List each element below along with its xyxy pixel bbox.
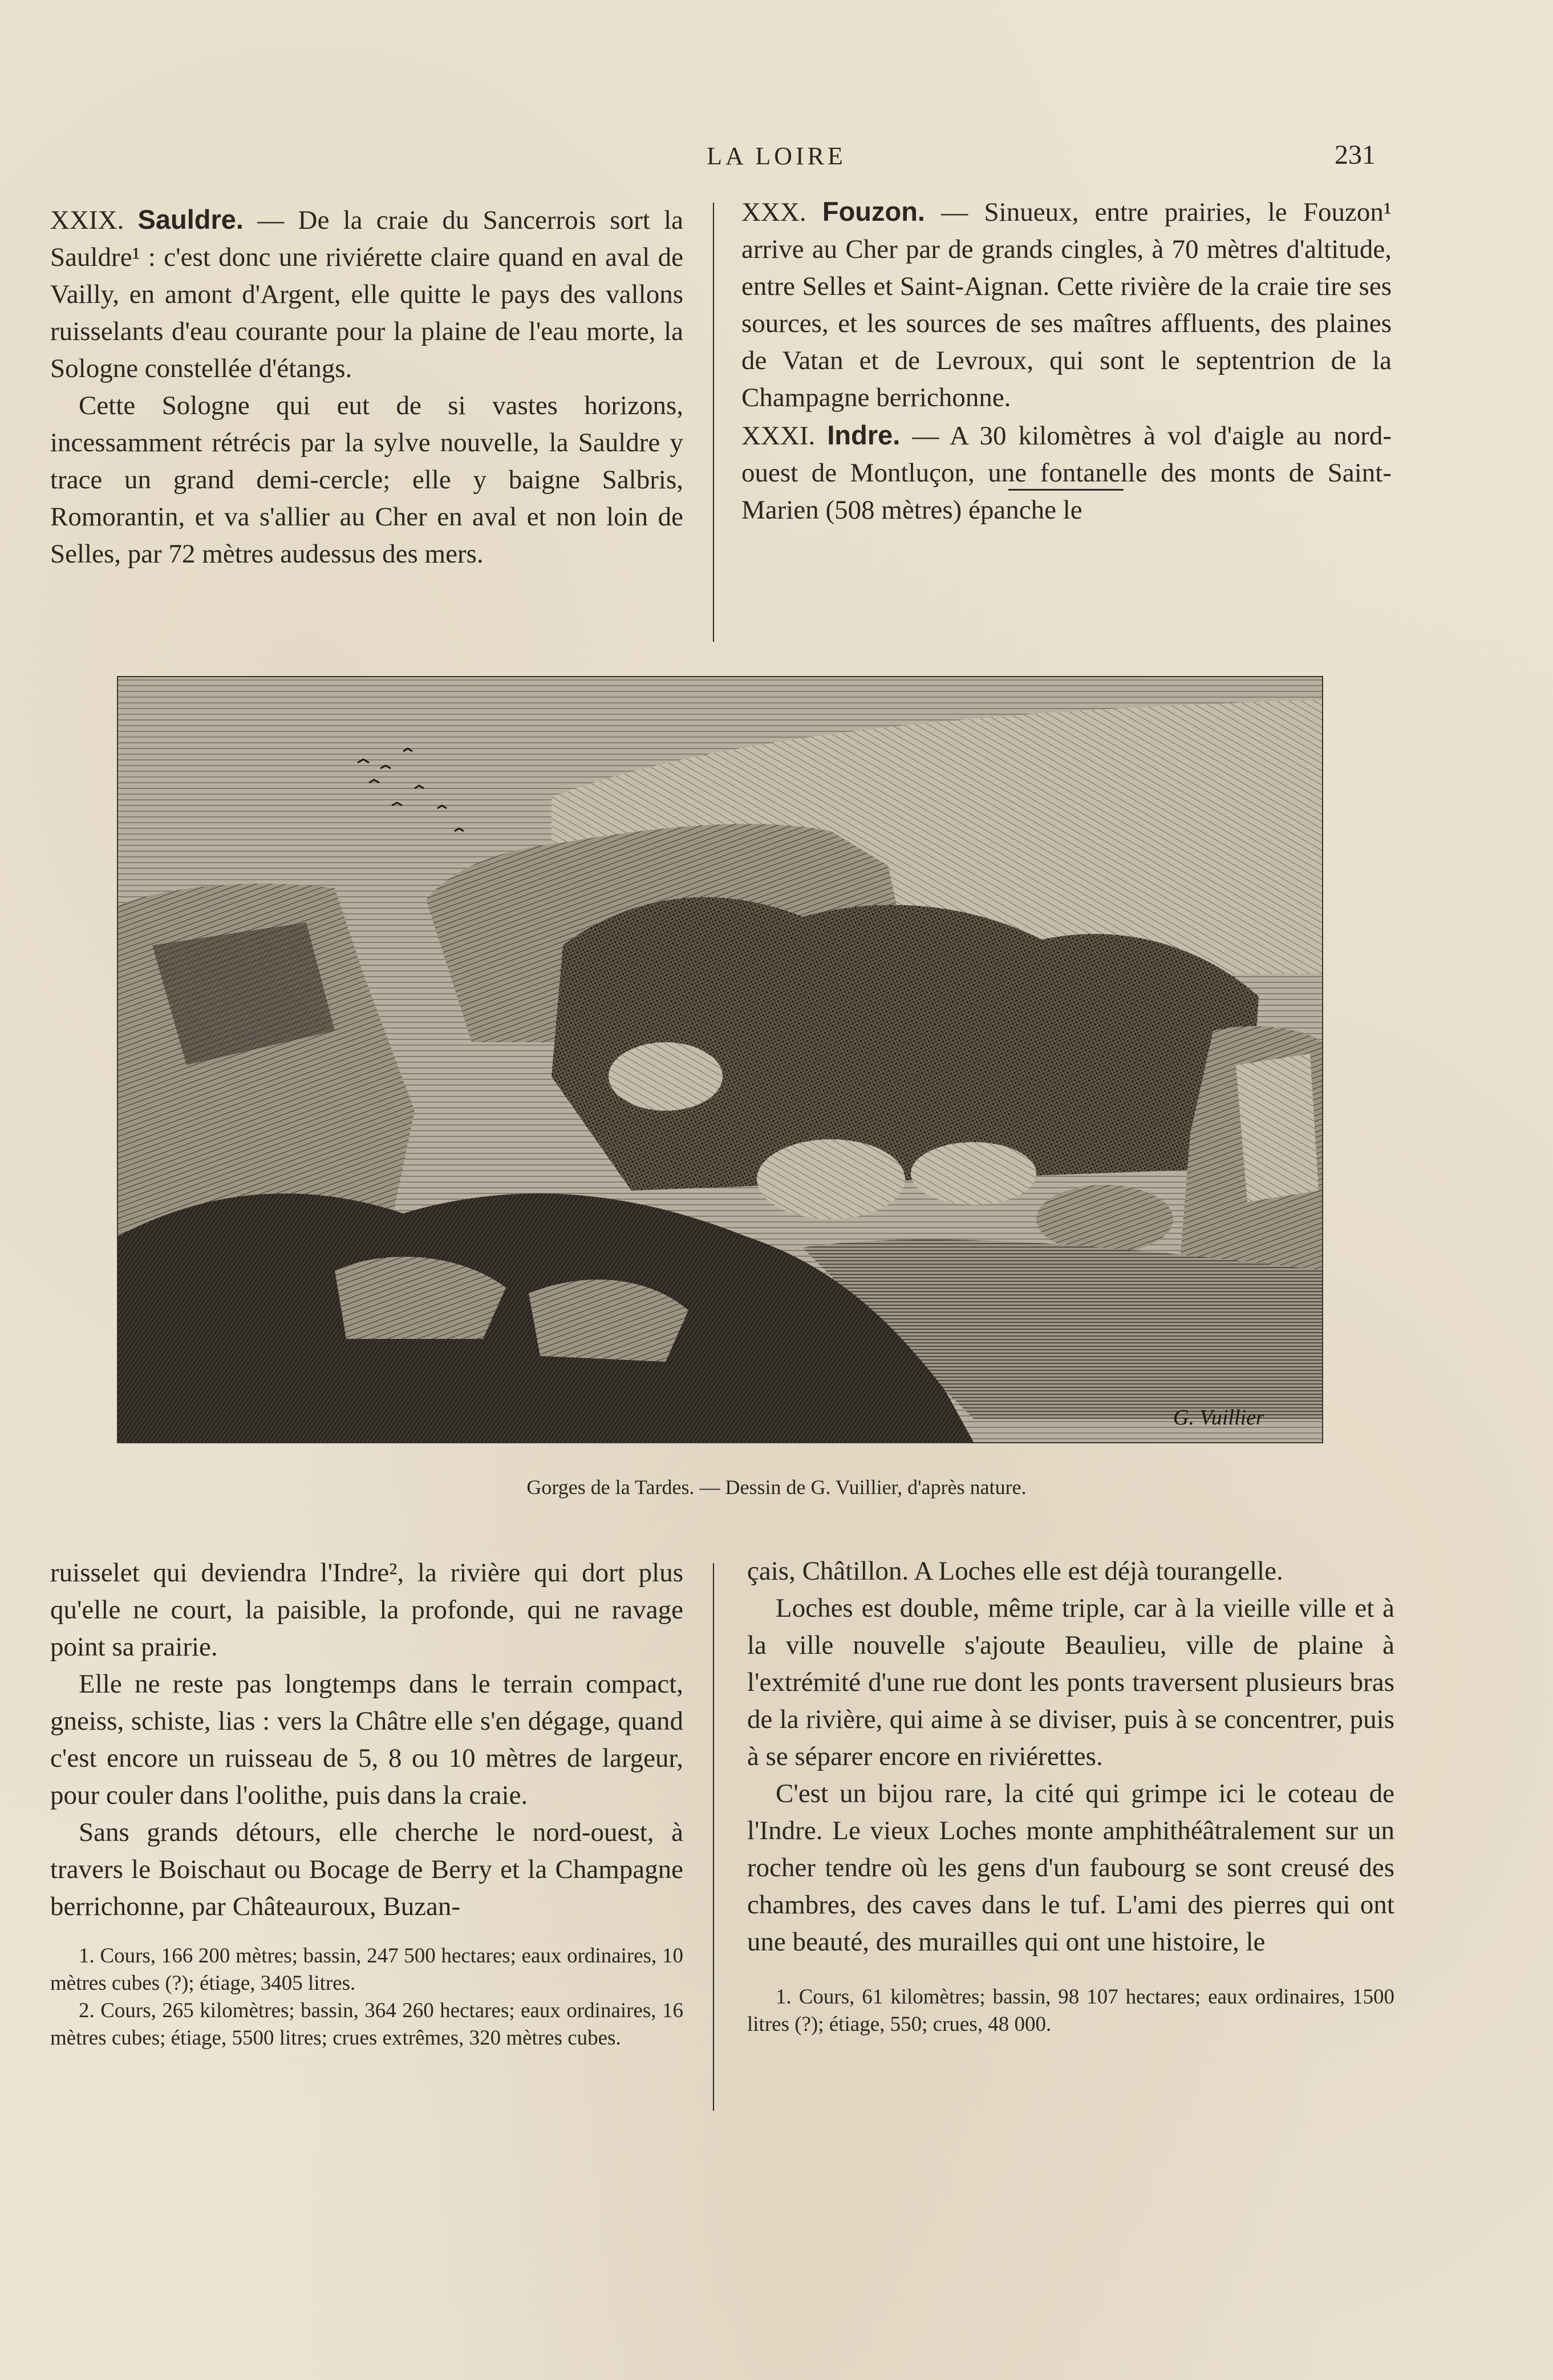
engraving-gorges-de-la-tardes [117, 676, 1323, 1443]
engraver-signature: G. Vuillier [1173, 1406, 1264, 1430]
boulder [911, 1142, 1036, 1205]
page-number: 231 [1335, 140, 1376, 170]
paragraph-fouzon [741, 193, 1392, 416]
figure-caption: Gorges de la Tardes. — Dessin de G. Vuillier, d'après nature. [526, 1476, 1027, 1499]
paragraph-ruisselet: ruisselet qui deviendra l'Indre², la rivière qui dort plus qu'elle ne court, la paisible, la profonde, qui ne ravage point sa prairie. [50, 1558, 683, 1662]
footnote-2: 2. Cours, 265 kilomètres; bassin, 364 260 hectares; eaux ordinaires, 16 mètres cubes; étiage, 5500 litres; crues extrêmes, 320 mètres cubes. [50, 1999, 683, 2050]
section-separator-rule [1008, 489, 1124, 491]
paragraph-text: — De la craie du Sancerrois sort la Sauldre¹ : c'est donc une riviérette claire quand en aval de Vailly, en amont d'Argent, elle quitte le pays des vallons ruisselants d'eau courante pour la plaine de l'eau morte, la Sologne constellée d'étangs. [50, 205, 683, 383]
paragraph-terrain: Elle ne reste pas longtemps dans le terrain compact, gneiss, schiste, lias : vers la Châtre elle s'en dégage, quand c'est encore un ruisseau de 5, 8 ou 10 mètres de largeur, pour couler dans l'oolithe, puis dans la craie. [50, 1669, 683, 1810]
boulder [609, 1042, 723, 1111]
footnotes-right [747, 1984, 1394, 2038]
section-title-indre: Indre. [827, 420, 901, 450]
paragraph-loches-double: Loches est double, même triple, car à la vieille ville et à la ville nouvelle s'ajoute Beaulieu, ville de plaine à l'extrémité d'une rue dont les ponts traversent plusieurs bras de la rivière, qui aime à se diviser, puis à se concentrer, puis à se séparer encore en riviérettes. [747, 1593, 1394, 1771]
paragraph-sologne: Cette Sologne qui eut de si vastes horizons, incessamment rétrécis par la sylve nouvelle, la Sauldre y trace un grand demi-cercle; elle y baigne Salbris, Romorantin, et va s'allier au Cher en aval et non loin de Selles, par 72 mètres audessus des mers. [50, 391, 683, 569]
footnote-1: 1. Cours, 61 kilomètres; bassin, 98 107 hectares; eaux ordinaires, 1500 litres (?); étiage, 550; crues, 48 000. [747, 1985, 1394, 2036]
paragraph-indre [741, 416, 1392, 529]
paragraph-loches-intro: çais, Châtillon. A Loches elle est déjà tourangelle. [747, 1556, 1283, 1586]
column-divider-bottom [713, 1563, 714, 2111]
paragraph-bijou: C'est un bijou rare, la cité qui grimpe ici le coteau de l'Indre. Le vieux Loches monte amphithéâtralement sur un rocher tendre où les gens d'un faubourg se sont creusé des chambres, des caves dans le tuf. L'ami des pierres qui ont une beauté, des murailles qui ont une histoire, le [747, 1779, 1394, 1957]
column-right-bottom [747, 1553, 1394, 2038]
footnotes-left [50, 1942, 683, 2052]
paragraph-text: — Sinueux, entre prairies, le Fouzon¹ arrive au Cher par de grands cingles, à 70 mètres d'altitude, entre Selles et Saint-Aignan. Cette rivière de la craie tire ses sources, et les sources de ses maîtres affluents, des plaines de Vatan et de Levroux, qui sont le septentrion de la Champagne berrichonne. [741, 197, 1392, 412]
section-title-fouzon: Fouzon. [822, 196, 925, 226]
paragraph-detours: Sans grands détours, elle cherche le nord-ouest, à travers le Boischaut ou Bocage de Berry et la Champagne berrichonne, par Châteauroux, Buzan- [50, 1818, 683, 1921]
section-title-sauldre: Sauldre. [137, 204, 244, 234]
footnote-1: 1. Cours, 166 200 mètres; bassin, 247 500 hectares; eaux ordinaires, 10 mètres cubes (?); étiage, 3405 litres. [50, 1944, 683, 1995]
section-number-xxx: XXX. [741, 197, 806, 227]
boulder [757, 1139, 905, 1219]
boulder [1036, 1185, 1173, 1253]
column-divider-top [713, 203, 714, 642]
right-boulder-light [1236, 1054, 1319, 1202]
section-number-xxix: XXIX. [50, 205, 124, 235]
section-number-xxxi: XXXI. [741, 421, 816, 451]
paragraph-sauldre [50, 201, 683, 387]
column-left-top [50, 201, 683, 573]
paragraph-text: — A 30 kilomètres à vol d'aigle au nord-ouest de Montluçon, une fontanelle des monts de Saint-Marien (508 mètres) épanche le [741, 421, 1392, 525]
column-left-bottom [50, 1555, 683, 2052]
running-header: LA LOIRE [707, 142, 846, 170]
column-right-top [741, 193, 1392, 529]
engraving-svg [118, 677, 1322, 1442]
